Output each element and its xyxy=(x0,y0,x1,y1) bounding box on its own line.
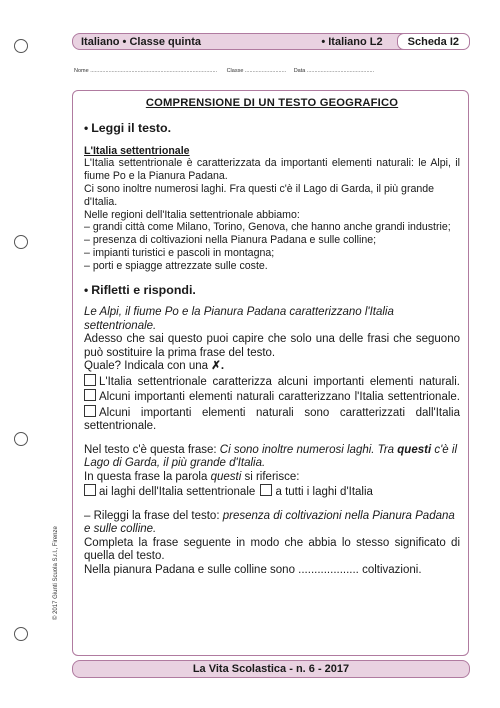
section-reflect: • Rifletti e rispondi. xyxy=(84,282,196,297)
student-fields xyxy=(74,68,472,74)
footer-bar: La Vita Scolastica - n. 6 - 2017 xyxy=(72,660,470,678)
field-nome[interactable]: Nome ................................................................................... xyxy=(74,68,218,74)
text-title: L'Italia settentrionale xyxy=(84,144,190,157)
header-subject: Italiano • Classe quinta xyxy=(81,35,201,48)
text-line: Ci sono inoltre numerosi laghi. Fra questi c'è il Lago di Garda, il più grande d'Italia. xyxy=(84,182,435,208)
question-1 xyxy=(84,306,460,434)
q1-ask: Quale? Indicala con una ✗. xyxy=(84,360,225,373)
question-2 xyxy=(84,444,460,500)
header-sheet-id: Scheda I2 xyxy=(397,33,470,50)
field-classe[interactable]: Classe ........................... xyxy=(226,68,287,74)
q3-instruction: – Rileggi la frase del testo: presenza di coltivazioni nella Pianura Padana e sulle colline. xyxy=(84,509,455,536)
text-line: – porti e spiagge attrezzate sulle coste. xyxy=(84,259,268,272)
q1-quote: Le Alpi, il fiume Po e la Pianura Padana caratterizzano l'Italia settentrionale. xyxy=(84,306,394,332)
q2-options: ai laghi dell'Italia settentrionale a tutti i laghi d'Italia xyxy=(84,484,460,500)
header-course: • Italiano L2 xyxy=(321,35,383,48)
checkbox-option-2[interactable] xyxy=(84,389,96,401)
checkbox-option-3[interactable] xyxy=(84,405,96,417)
text-line: – presenza di coltivazioni nella Pianura Padana e sulle colline; xyxy=(84,234,377,247)
text-line: L'Italia settentrionale è caratterizzata da importanti elementi naturali: le Alpi, il fiume Po e la Pianura Padana. xyxy=(84,157,460,183)
worksheet-content xyxy=(84,97,460,577)
q1-instruction: Adesso che sai questo puoi capire che solo una delle frasi che seguono può sostituire la prima frase del testo. xyxy=(84,333,460,359)
bullet-icon: • xyxy=(84,120,89,135)
text-line: Nelle regioni dell'Italia settentrionale abbiamo: xyxy=(84,208,300,221)
worksheet-title: COMPRENSIONE DI UN TESTO GEOGRAFICO xyxy=(145,97,399,109)
q3-task: Completa la frase seguente in modo che abbia lo stesso significato di quella del testo. xyxy=(84,536,460,563)
q3-fill-sentence[interactable]: Nella pianura Padana e sulle colline sono ................... coltivazioni. xyxy=(84,563,422,576)
checkbox-tutti-laghi[interactable] xyxy=(260,484,272,496)
section-read: • Leggi il testo. xyxy=(84,120,172,135)
checkbox-laghi-settentrionali[interactable] xyxy=(84,484,96,496)
checkbox-option-1[interactable] xyxy=(84,374,96,386)
punch-hole-bottom xyxy=(14,627,28,641)
text-line: – grandi città come Milano, Torino, Genova, che hanno anche grandi industrie; xyxy=(84,221,451,234)
field-data[interactable]: Data ............................................ xyxy=(293,68,375,74)
cross-mark-icon: ✗. xyxy=(211,360,225,373)
q2-ask: In questa frase la parola questi si riferisce: xyxy=(84,470,300,483)
q2-quote-line: Nel testo c'è questa frase: Ci sono inoltre numerosi laghi. Tra questi c'è il Lago di Garda, il più grande d'Italia. xyxy=(84,443,457,470)
punch-hole-middle xyxy=(14,235,28,249)
q1-options: L'Italia settentrionale caratterizza alcuni importanti elementi naturali. Alcuni importanti elementi naturali caratterizzano l'Italia settentrionale. Alcuni importanti elementi naturali sono caratterizzati dall'Italia settentrionale. xyxy=(84,375,460,433)
bullet-icon: • xyxy=(84,282,89,297)
punch-hole-lower xyxy=(14,432,28,446)
copyright-note: © 2017 Giunti Scuola S.r.l., Firenze xyxy=(53,526,59,620)
header-bar xyxy=(72,33,470,50)
text-line: – impianti turistici e pascoli in montagna; xyxy=(84,246,275,259)
reading-text xyxy=(84,145,460,273)
punch-hole-top xyxy=(14,39,28,53)
question-3 xyxy=(84,510,460,578)
